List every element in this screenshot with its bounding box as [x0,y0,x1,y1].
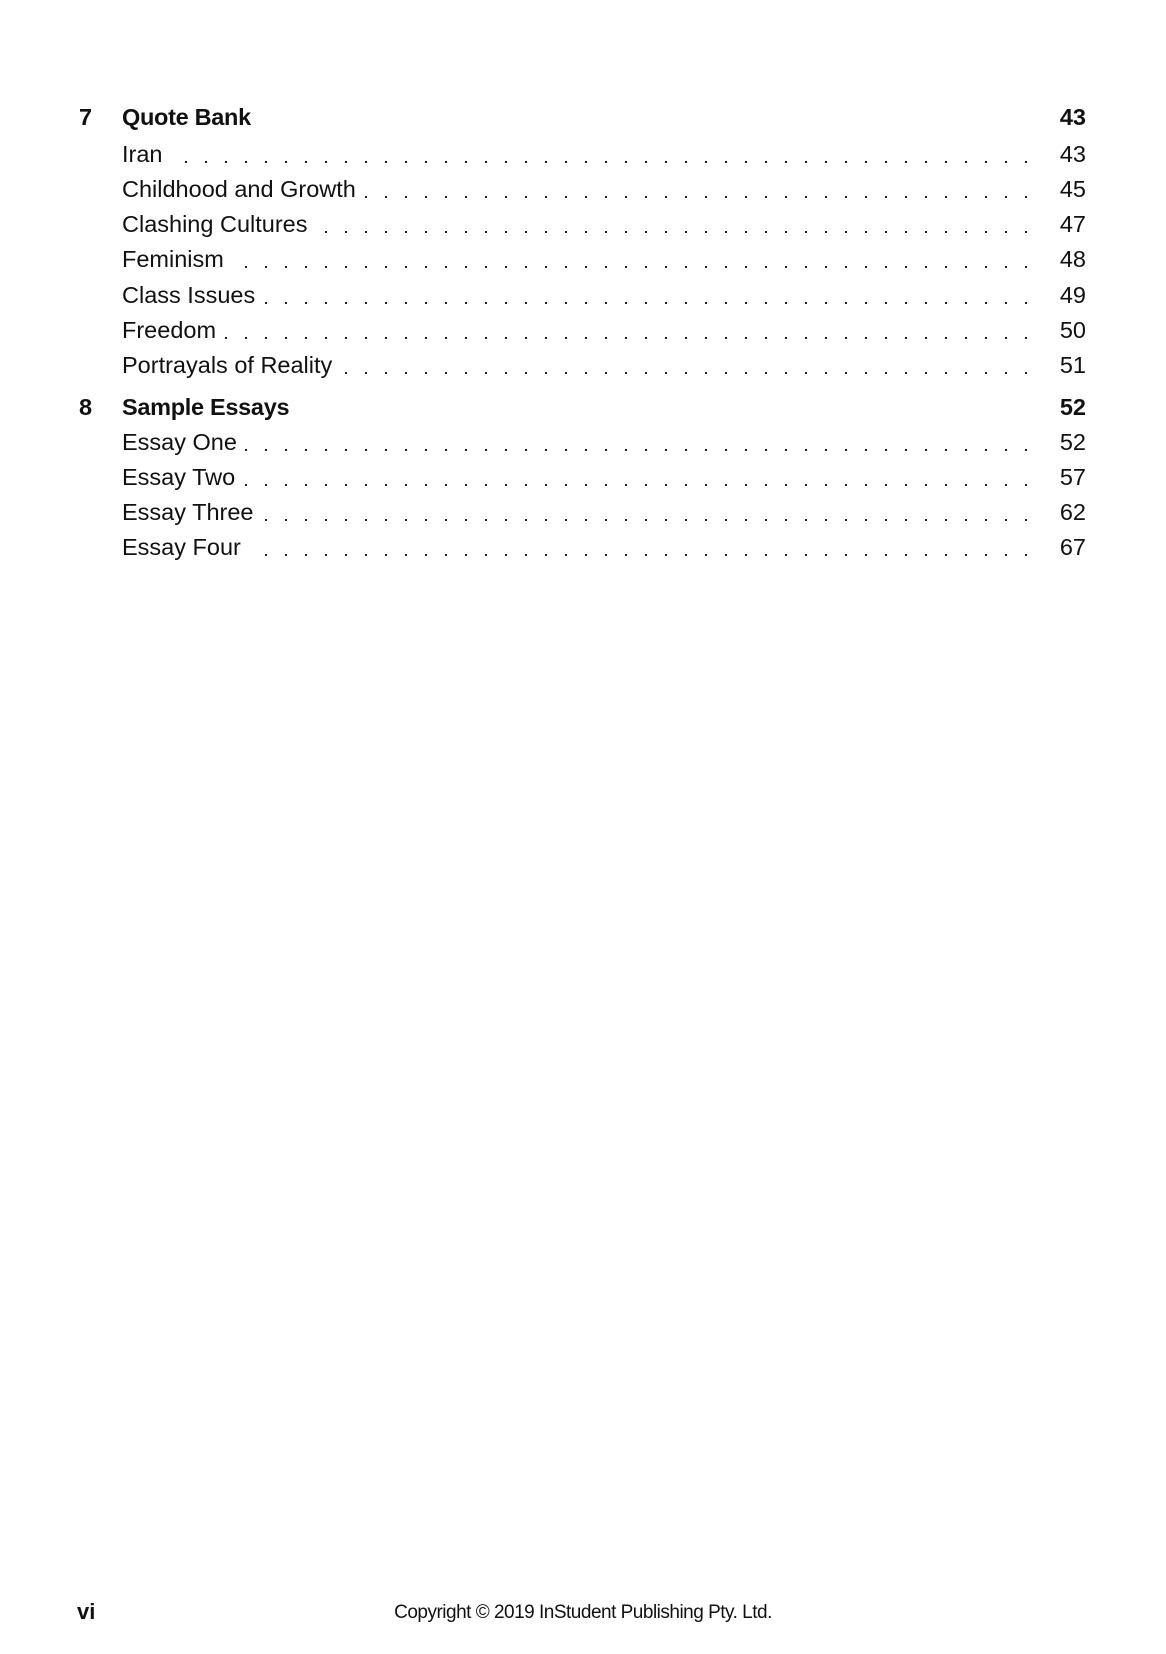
section-title: Feminism [122,242,230,277]
page-number: 49 [1059,282,1086,308]
section-title: Class Issues [122,278,261,313]
chapter-title: Sample Essays [122,390,295,425]
page-number: 51 [1059,352,1086,378]
dot-leader [122,242,1040,277]
section-title: Freedom [122,313,222,348]
toc-section-essay-two[interactable] [0,460,1166,495]
toc-section-childhood-and-growth[interactable] [0,172,1166,207]
dot-leader [122,530,1040,565]
section-title: Portrayals of Reality [122,348,338,383]
dot-leader [122,137,1040,172]
footer-copyright: Copyright © 2019 InStudent Publishing Pty. Ltd. [394,1602,772,1623]
toc-chapter-8[interactable] [0,390,1166,425]
section-title: Essay One [122,425,243,460]
dot-leader [122,313,1040,348]
dot-leader [122,460,1040,495]
section-title: Essay Four [122,530,247,565]
toc-section-clashing-cultures[interactable] [0,207,1166,242]
section-title: Iran [122,137,169,172]
toc-section-portrayals-of-reality[interactable] [0,348,1166,383]
section-title: Childhood and Growth [122,172,362,207]
chapter-number: 8 [79,394,93,420]
toc-section-essay-three[interactable] [0,495,1166,530]
toc-section-iran[interactable] [0,137,1166,172]
page-number: 47 [1059,211,1086,237]
toc-section-freedom[interactable] [0,313,1166,348]
page-number: 57 [1059,464,1086,490]
page-number: 52 [1059,394,1086,420]
page-number: 50 [1059,317,1086,343]
toc-chapter-7[interactable] [0,100,1166,135]
section-title: Clashing Cultures [122,207,313,242]
chapter-number: 7 [79,104,93,130]
toc-section-essay-four[interactable] [0,530,1166,565]
section-title: Essay Two [122,460,241,495]
page-number: 52 [1059,429,1086,455]
page-number: 67 [1059,534,1086,560]
toc-section-class-issues[interactable] [0,278,1166,313]
page-number: 45 [1059,176,1086,202]
dot-leader [122,495,1040,530]
dot-leader [122,425,1040,460]
page-number: 43 [1059,104,1086,130]
section-title: Essay Three [122,495,260,530]
toc-section-essay-one[interactable] [0,425,1166,460]
chapter-title: Quote Bank [122,100,257,135]
page-number: 43 [1059,141,1086,167]
page-number: 48 [1059,246,1086,272]
page-number: 62 [1059,499,1086,525]
footer-page-number: vi [77,1599,96,1624]
toc-section-feminism[interactable] [0,242,1166,277]
